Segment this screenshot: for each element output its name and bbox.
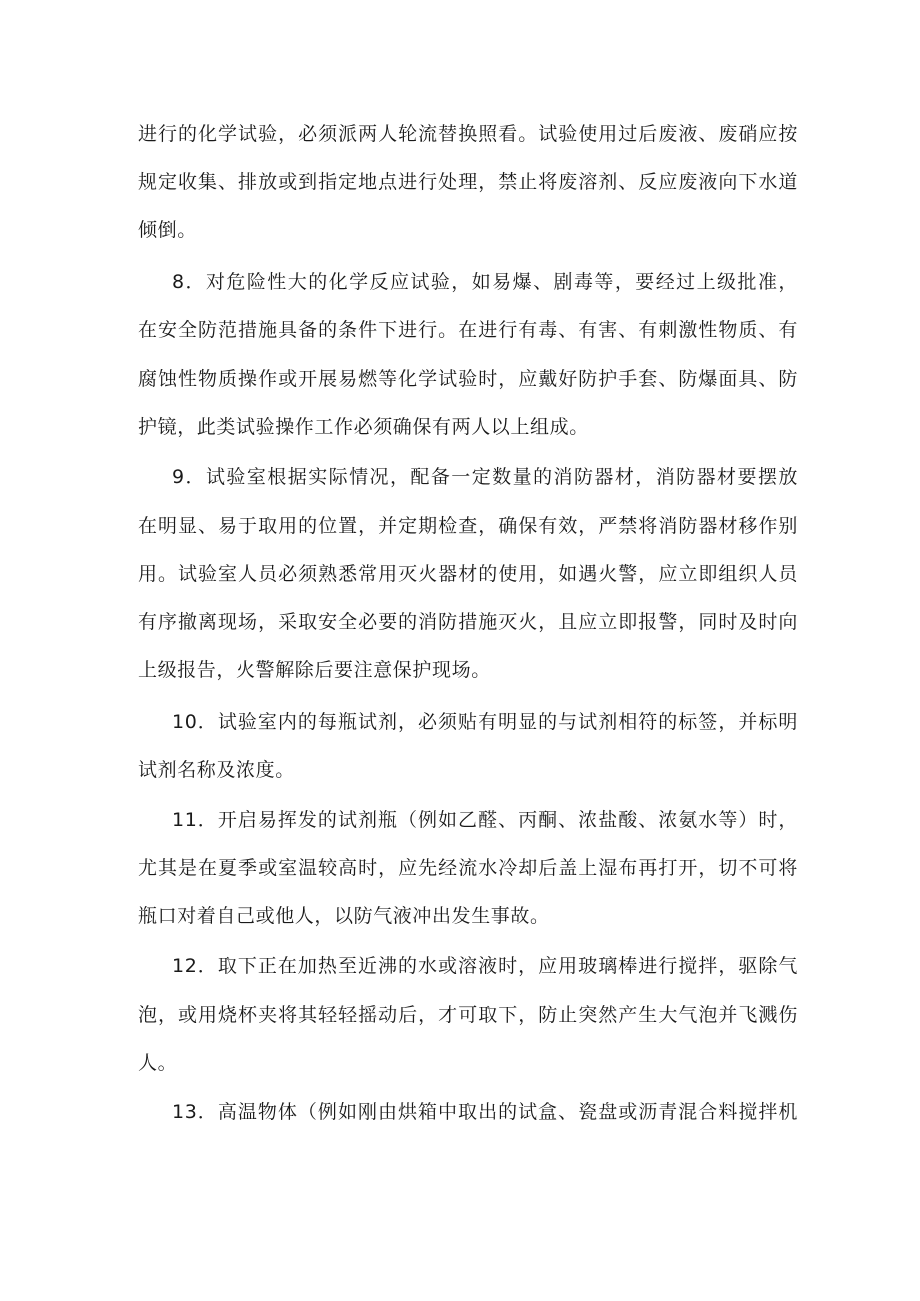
text-line: 上级报告，火警解除后要注意保护现场。 <box>138 659 491 681</box>
text-line: 用。试验室人员必须熟悉常用灭火器材的使用，如遇火警，应立即组织人员 <box>138 563 798 585</box>
text-line: 腐蚀性物质操作或开展易燃等化学试验时，应戴好防护手套、防爆面具、防 <box>138 368 798 390</box>
text-line: 试剂名称及浓度。 <box>138 759 295 781</box>
list-item-11-heading: 11．开启易挥发的试剂瓶（例如乙醛、丙酮、浓盐酸、浓氨水等）时， <box>172 809 798 831</box>
text-line: 倾倒。 <box>138 219 197 241</box>
list-item-9-heading: 9．试验室根据实际情况，配备一定数量的消防器材，消防器材要摆放 <box>172 466 798 488</box>
list-item-10-heading: 10．试验室内的每瓶试剂，必须贴有明显的与试剂相符的标签，并标明 <box>172 711 798 733</box>
text-line: 进行的化学试验，必须派两人轮流替换照看。试验使用过后废液、废硝应按 <box>138 123 798 145</box>
text-line: 有序撤离现场，采取安全必要的消防措施灭火，且应立即报警，同时及时向 <box>138 611 798 633</box>
text-line: 泡，或用烧杯夹将其轻轻摇动后，才可取下，防止突然产生大气泡并飞溅伤 <box>138 1004 798 1026</box>
text-line: 在明显、易于取用的位置，并定期检查，确保有效，严禁将消防器材移作别 <box>138 515 798 537</box>
text-line: 护镜，此类试验操作工作必须确保有两人以上组成。 <box>138 416 589 438</box>
list-item-13-heading: 13．高温物体（例如刚由烘箱中取出的试盒、瓷盘或沥青混合料搅拌机 <box>172 1101 798 1123</box>
text-line: 规定收集、排放或到指定地点进行处理，禁止将废溶剂、反应废液向下水道 <box>138 171 798 193</box>
text-line: 人。 <box>138 1052 178 1074</box>
list-item-12-heading: 12．取下正在加热至近沸的水或溶液时，应用玻璃棒进行搅拌，驱除气 <box>172 955 798 977</box>
text-line: 尤其是在夏季或室温较高时，应先经流水冷却后盖上湿布再打开，切不可将 <box>138 857 798 879</box>
text-line: 在安全防范措施具备的条件下进行。在进行有毒、有害、有刺激性物质、有 <box>138 319 798 341</box>
list-item-8-heading: 8．对危险性大的化学反应试验，如易爆、剧毒等，要经过上级批准， <box>172 271 798 293</box>
text-line: 瓶口对着自己或他人，以防气液冲出发生事故。 <box>138 905 550 927</box>
